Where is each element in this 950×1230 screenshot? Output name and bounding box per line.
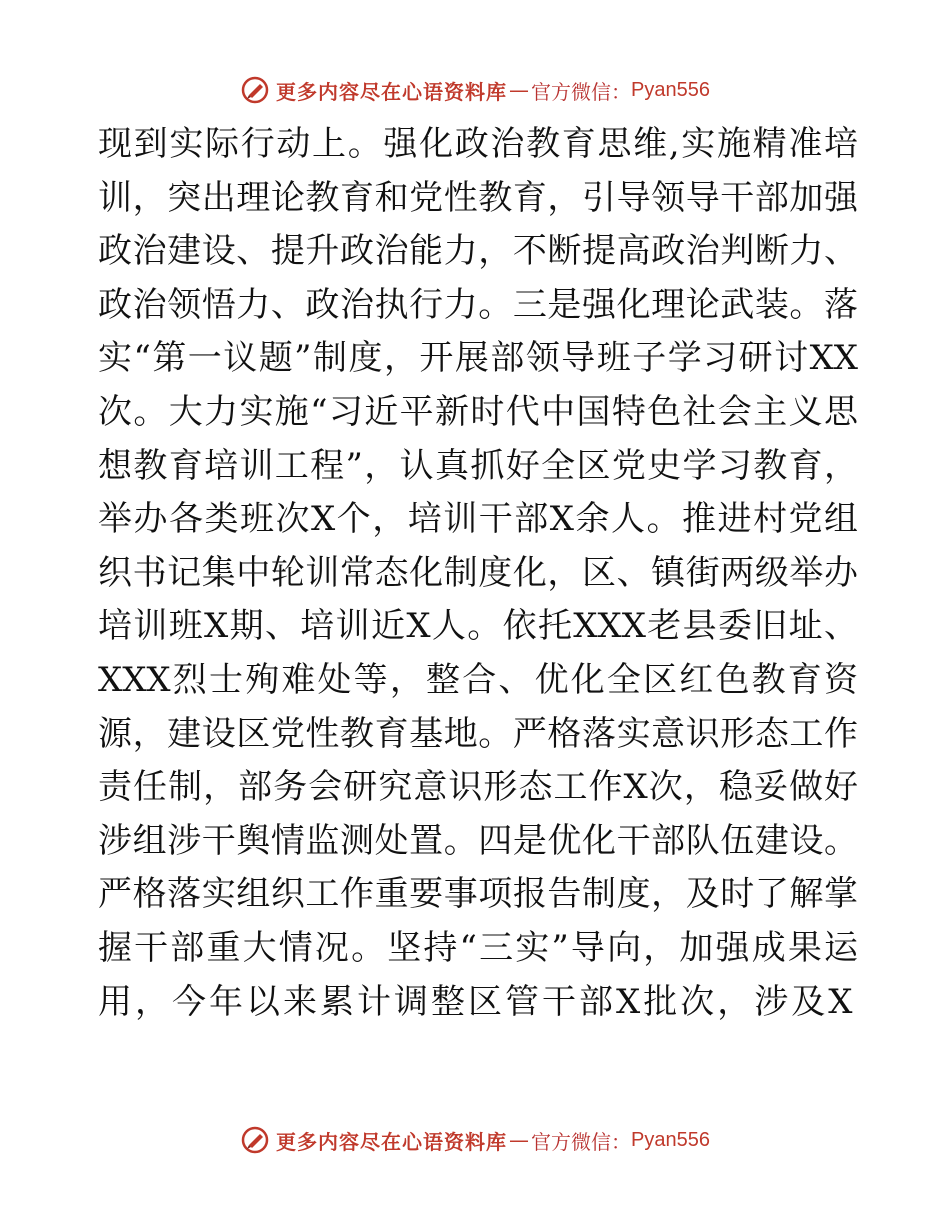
watermark-id: Pyan556 [631, 1128, 710, 1151]
text-line: 政治建设、提升政治能力，不断提高政治判断力、 [98, 231, 858, 272]
text-line: 培训班X期、培训近X人。依托XXX老县委旧址、 [98, 606, 858, 647]
text-line: XXX烈士殉难处等，整合、优化全区红色教育资 [98, 659, 858, 700]
watermark-main-text: 更多内容尽在心语资料库 [276, 1129, 508, 1154]
text-line: 涉组涉干舆情监测处置。四是优化干部队伍建设。 [98, 820, 858, 861]
text-line: 源，建设区党性教育基地。严格落实意识形态工作 [98, 713, 858, 754]
text-line: 政治领悟力、政治执行力。三是强化理论武装。落 [98, 284, 858, 325]
watermark-sub-text: 官方微信： [531, 79, 632, 104]
text-line: 现到实际行动上。强化政治教育思维,实施精准培 [98, 124, 858, 164]
logo-icon [240, 1125, 270, 1155]
watermark-header [0, 72, 950, 108]
text-line: 举办各类班次X个，培训干部X余人。推进村党组 [98, 499, 858, 540]
text-line: 训，突出理论教育和党性教育，引导领导干部加强 [98, 177, 858, 218]
watermark-main-text: 更多内容尽在心语资料库 [276, 79, 508, 104]
text-line: 严格落实组织工作重要事项报告制度，及时了解掌 [98, 874, 858, 915]
watermark-separator: — [509, 78, 530, 102]
text-line: 次。大力实施“习近平新时代中国特色社会主义思 [98, 391, 858, 432]
logo-icon [240, 75, 270, 105]
watermark-footer [0, 1122, 950, 1158]
document-body [98, 118, 858, 1029]
text-line: 用，今年以来累计调整区管干部X批次，涉及X [98, 981, 856, 1022]
watermark-id: Pyan556 [631, 78, 710, 101]
text-line: 织书记集中轮训常态化制度化，区、镇街两级举办 [98, 552, 858, 593]
watermark-sub-text: 官方微信： [531, 1129, 632, 1154]
text-line: 实“第一议题”制度，开展部领导班子学习研讨XX [98, 338, 858, 379]
watermark-separator: — [509, 1128, 530, 1152]
text-line: 握干部重大情况。坚持“三实”导向，加强成果运 [98, 927, 858, 968]
text-line: 责任制，部务会研究意识形态工作X次，稳妥做好 [98, 767, 858, 808]
text-line: 想教育培训工程”，认真抓好全区党史学习教育， [98, 445, 858, 486]
